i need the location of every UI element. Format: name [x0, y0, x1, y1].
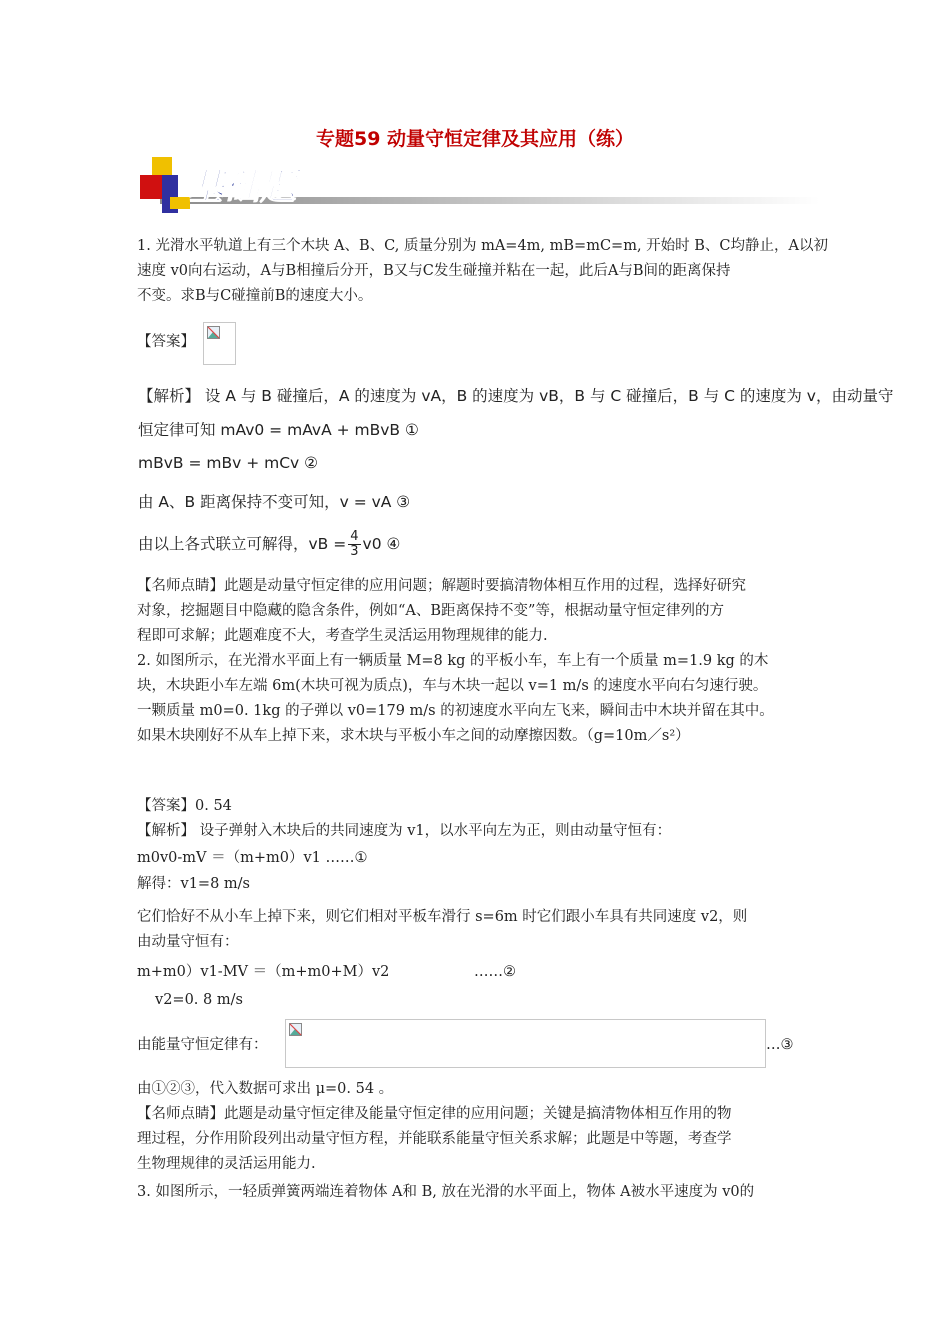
banner-label: 基础题 [188, 166, 297, 208]
q1-line1: 1. 光滑水平轨道上有三个木块 A、B、C, 质量分别为 mA=4m, mB=mC=m, 开始时 B、C均静止，A以初 [137, 238, 828, 254]
q2-line1: 2. 如图所示，在光滑水平面上有一辆质量 M=8 kg 的平板小车，车上有一个质量 m=1.9 kg 的木 [137, 653, 769, 669]
q1-tips-line1: 【名师点睛】此题是动量守恒定律的应用问题；解题时要搞清物体相互作用的过程，选择好研究 [137, 578, 746, 594]
q2-line6: 由动量守恒有： [137, 934, 239, 950]
fraction: $\frac{4}{3}$ [350, 529, 359, 559]
q2-eq1: m0v0-mV ＝（m+m0）v1 ……① [137, 850, 368, 866]
q2-eq2-mark: ……② [474, 964, 516, 980]
q2-energy-mark: …③ [766, 1037, 794, 1053]
q2-line5: 它们恰好不从小车上掉下来，则它们相对平板车滑行 s=6m 时它们跟小车具有共同速度 v2，则 [137, 909, 748, 925]
q1-analysis-line1: 【解析】 设 A 与 B 碰撞后，A 的速度为 vA，B 的速度为 vB，B 与 C 碰撞后，B 与 C 的速度为 v，由动量守 [138, 387, 894, 405]
q2-tips-line3: 生物理规律的灵活运用能力. [137, 1156, 316, 1172]
q1-tips-line3: 程即可求解；此题难度不大，考查学生灵活运用物理规律的能力. [137, 628, 548, 644]
q2-result: 由①②③，代入数据可求出 μ=0. 54 。 [137, 1081, 394, 1097]
q1-analysis-line3: mBvB = mBv + mCv ② [138, 454, 319, 472]
q2-v2: v2=0. 8 m/s [155, 992, 243, 1008]
q2-eq2: m+m0）v1-MV ＝（m+m0+M）v2 [137, 964, 390, 980]
q1-line2: 速度 v0向右运动，A与B相撞后分开，B又与C发生碰撞并粘在一起，此后A与B间的距离保持 [137, 263, 731, 279]
q1-analysis-line5: 由以上各式联立可解得，vB = $\frac{4}{3}$ v0 ④ [138, 529, 401, 559]
q2-solve: 解得：v1=8 m/s [137, 876, 250, 892]
q1-answer-label: 【答案】 [137, 334, 195, 350]
q1-analysis-line4: 由 A、B 距离保持不变可知，v = vA ③ [138, 493, 411, 511]
broken-image-icon [203, 322, 236, 365]
q2-answer: 【答案】0. 54 [137, 798, 232, 814]
q2-line4: 如果木块刚好不从车上掉下来，求木块与平板小车之间的动摩擦因数。（g=10m／s²） [137, 728, 690, 744]
q3-line1: 3. 如图所示，一轻质弹簧两端连着物体 A和 B, 放在光滑的水平面上，物体 A被水平速度为 v0的 [137, 1184, 755, 1200]
q1-tips-line2: 对象，挖掘题目中隐藏的隐含条件，例如“A、B距离保持不变”等，根据动量守恒定律列的方 [137, 603, 724, 619]
q2-analysis-line1: 【解析】 设子弹射入木块后的共同速度为 v1，以水平向左为正，则由动量守恒有： [137, 823, 672, 839]
broken-equation-image-icon [285, 1019, 766, 1068]
q2-line3: 一颗质量 m0=0. 1kg 的子弹以 v0=179 m/s 的初速度水平向左飞来，瞬间击中木块并留在其中。 [137, 703, 774, 719]
q2-energy-label: 由能量守恒定律有： [137, 1037, 268, 1053]
q2-tips-line2: 理过程，分作用阶段列出动量守恒方程，并能联系能量守恒关系求解；此题是中等题，考查学 [137, 1131, 732, 1147]
q1-analysis-line2: 恒定律可知 mAv0 = mAvA + mBvB ① [138, 421, 419, 439]
section-banner [140, 157, 820, 215]
q2-line2: 块，木块距小车左端 6m(木块可视为质点)，车与木块一起以 v=1 m/s 的速度水平向右匀速行驶。 [137, 678, 768, 694]
page-title: 专题59 动量守恒定律及其应用（练） [315, 128, 635, 150]
q2-tips-line1: 【名师点睛】此题是动量守恒定律及能量守恒定律的应用问题；关键是搞清物体相互作用的物 [137, 1106, 732, 1122]
q1-line3: 不变。求B与C碰撞前B的速度大小。 [137, 288, 373, 304]
